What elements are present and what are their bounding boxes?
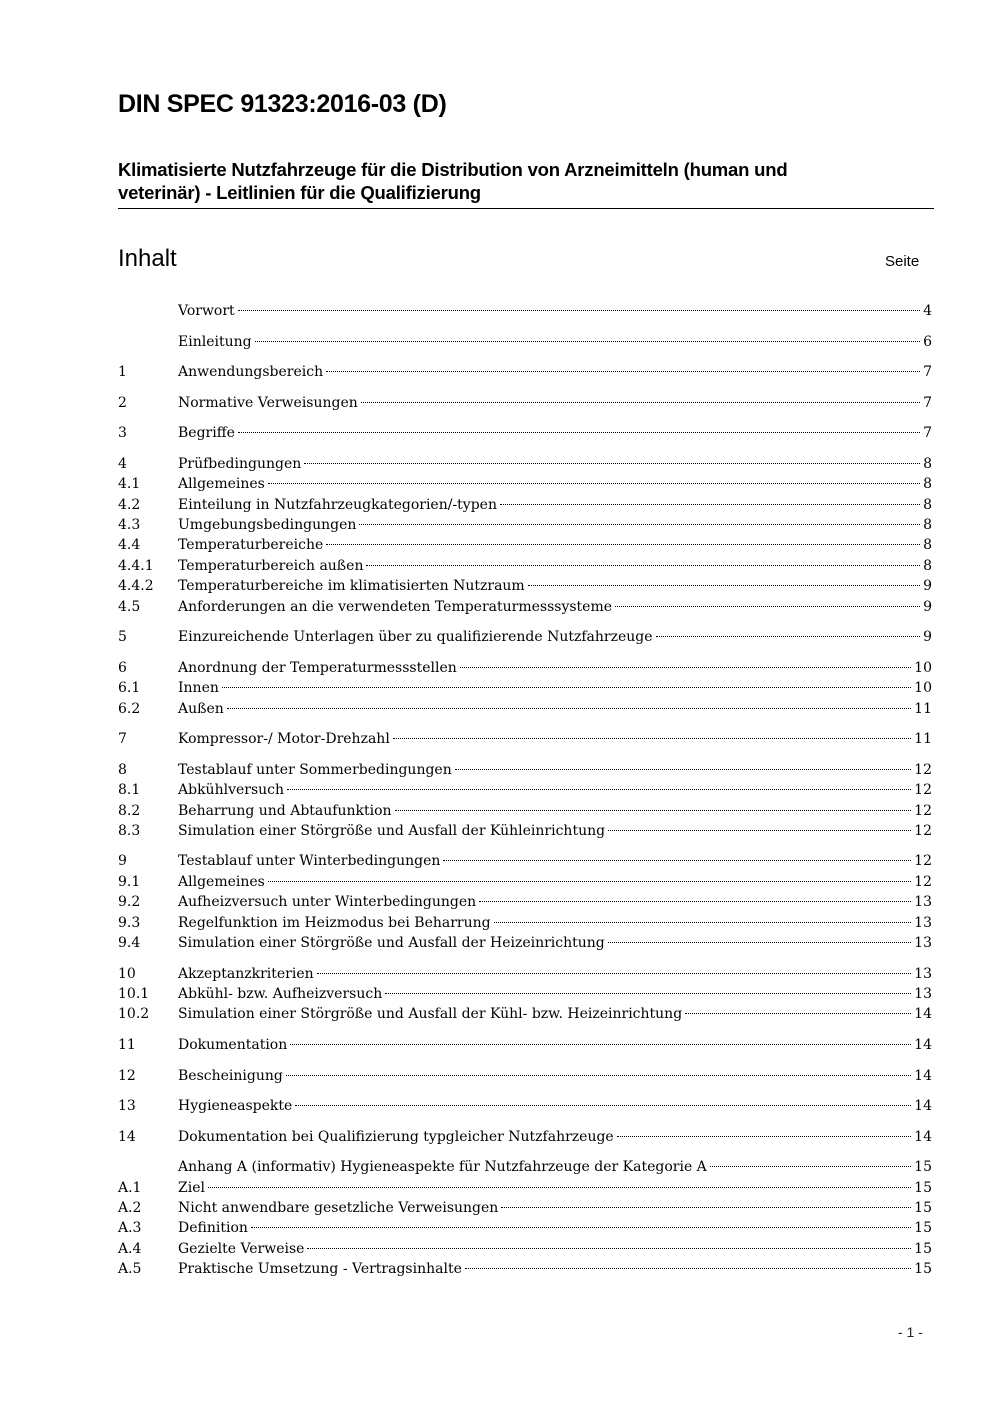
toc-entry-page: 14 [914,1067,932,1084]
toc-entry-number: 9 [118,853,127,870]
toc-entry-page: 8 [923,557,932,574]
toc-entry-page: 12 [914,822,932,839]
toc-entry-page: 9 [923,629,932,646]
toc-entry-title: Gezielte Verweise [178,1240,305,1257]
toc-entry-page: 6 [923,333,932,350]
toc-entry-page: 11 [914,731,932,748]
toc-entry-title: Nicht anwendbare gesetzliche Verweisungen [178,1200,499,1217]
toc-entry-page: 12 [914,853,932,870]
toc-entry-title: Prüfbedingungen [178,455,302,472]
toc-entry-number: 8.2 [118,802,141,819]
toc-dot-leader [268,483,920,484]
toc-entry-number: 4.2 [118,496,141,513]
toc-entry-number: 6.1 [118,680,141,697]
toc-entry-title: Einteilung in Nutzfahrzeugkategorien/-typen [178,496,497,513]
toc-entry[interactable] [118,1178,932,1198]
toc-dot-leader [255,341,921,342]
toc-entry-number: A.4 [118,1240,142,1257]
toc-entry-title: Einzureichende Unterlagen über zu qualifizierende Nutzfahrzeuge [178,629,653,646]
toc-dot-leader [326,371,920,372]
toc-entry-number: 12 [118,1067,136,1084]
toc-entry[interactable] [118,699,932,719]
toc-entry[interactable] [118,964,932,984]
toc-entry-title: Anwendungsbereich [178,364,324,381]
toc-entry-title: Dokumentation [178,1036,288,1053]
toc-entry-number: 7 [118,731,127,748]
toc-entry-number: 9.3 [118,914,141,931]
toc-entry[interactable] [118,1218,932,1238]
toc-entry-title: Temperaturbereich außen [178,557,364,574]
toc-entry[interactable] [118,1127,932,1147]
toc-entry-title: Praktische Umsetzung - Vertragsinhalte [178,1261,462,1278]
toc-dot-leader [290,1044,911,1045]
toc-entry-page: 7 [923,394,932,411]
toc-entry-page: 12 [914,761,932,778]
toc-heading: Inhalt [118,245,177,272]
toc-entry[interactable] [118,821,932,841]
toc-entry[interactable] [118,1157,932,1177]
toc-entry-title: Definition [178,1220,248,1237]
toc-entry-page: 15 [914,1179,932,1196]
toc-entry-page: 12 [914,802,932,819]
toc-entry-title: Simulation einer Störgröße und Ausfall der Heizeinrichtung [178,935,605,952]
toc-entry-title: Anhang A (informativ) Hygieneaspekte für Nutzfahrzeuge der Kategorie A [178,1159,707,1176]
toc-entry[interactable] [118,658,932,678]
toc-dot-leader [500,504,920,505]
toc-entry-title: Vorwort [178,303,235,319]
toc-entry-page: 15 [914,1240,932,1257]
toc-dot-leader [528,585,920,586]
toc-dot-leader [238,432,920,433]
toc-entry-number: 2 [118,394,127,411]
toc-entry[interactable] [118,495,932,515]
toc-entry-number: 11 [118,1036,136,1053]
toc-entry-title: Außen [178,700,224,717]
toc-entry-title: Simulation einer Störgröße und Ausfall der Kühleinrichtung [178,822,606,839]
toc-dot-leader [455,769,911,770]
toc-entry-page: 10 [914,680,932,697]
toc-entry-title: Beharrung und Abtaufunktion [178,802,392,819]
toc-entry-number: A.3 [118,1220,142,1237]
document-title-line-2: veterinär) - Leitlinien für die Qualifizierung [118,182,481,203]
toc-entry[interactable] [118,454,932,474]
toc-dot-leader [326,544,920,545]
toc-dot-leader [317,973,912,974]
toc-entry-page: 14 [914,1098,932,1115]
toc-dot-leader [479,901,911,902]
toc-dot-leader [268,881,911,882]
toc-entry-title: Innen [178,680,219,697]
toc-entry[interactable] [118,556,932,576]
toc-entry-number: 6.2 [118,700,141,717]
toc-entry-page: 14 [914,1036,932,1053]
toc-entry-page: 8 [923,537,932,554]
toc-entry-title: Dokumentation bei Qualifizierung typgleicher Nutzfahrzeuge [178,1128,614,1145]
toc-entry[interactable] [118,332,932,352]
toc-entry-number: 4.4.1 [118,557,154,574]
toc-entry-title: Anforderungen an die verwendeten Temperaturmesssysteme [178,598,613,615]
toc-entry[interactable] [118,474,932,494]
toc-entry-number: A.2 [118,1200,142,1217]
toc-entry[interactable] [118,1035,932,1055]
toc-entry-title: Aufheizversuch unter Winterbedingungen [178,894,477,911]
toc-dot-leader [361,402,920,403]
toc-dot-leader [393,738,911,739]
toc-entry-page: 14 [914,1006,932,1023]
toc-entry[interactable] [118,1066,932,1086]
toc-dot-leader [617,1136,911,1137]
toc-entry-page: 8 [923,517,932,534]
toc-entry-number: A.1 [118,1179,142,1196]
toc-dot-leader [385,993,911,994]
toc-dot-leader [501,1207,911,1208]
toc-entry-page: 11 [914,700,932,717]
toc-dot-leader [615,606,920,607]
toc-entry-number: 4.3 [118,517,141,534]
toc-entry-number: 10.2 [118,1006,150,1023]
toc-dot-leader [710,1166,911,1167]
toc-dot-leader [460,667,911,668]
toc-entry[interactable] [118,984,932,1004]
toc-entry[interactable] [118,362,932,382]
toc-entry-title: Abkühl- bzw. Aufheizversuch [178,986,383,1002]
toc-entry-title: Akzeptanzkriterien [178,965,314,982]
toc-entry-number: 8 [118,761,127,778]
toc-entry[interactable] [118,597,932,617]
document-id: DIN SPEC 91323:2016-03 (D) [118,90,447,118]
toc-entry-page: 13 [914,914,932,931]
toc-entry-page: 15 [914,1159,932,1176]
toc-entry-title: Hygieneaspekte [178,1098,293,1115]
toc-entry-page: 4 [923,303,932,319]
toc-entry-title: Testablauf unter Sommerbedingungen [178,761,452,778]
toc-dot-leader [465,1268,911,1269]
toc-entry-title: Umgebungsbedingungen [178,517,357,534]
toc-dot-leader [208,1187,911,1188]
toc-dot-leader [286,1075,911,1076]
toc-entry[interactable] [118,1259,932,1279]
toc-entry-number: 4.4.2 [118,578,154,595]
toc-dot-leader [287,789,911,790]
toc-dot-leader [656,636,921,637]
toc-entry-number: 4.5 [118,598,141,615]
toc-entry-number: 4.1 [118,476,141,493]
toc-dot-leader [366,565,920,566]
document-title [118,158,934,209]
toc-entry-title: Allgemeines [178,476,265,493]
toc-dot-leader [238,310,920,311]
toc-dot-leader [359,524,920,525]
toc-entry-title: Temperaturbereiche [178,537,324,554]
toc-entry-page: 15 [914,1261,932,1278]
toc-entry[interactable] [118,678,932,698]
toc-dot-leader [304,463,920,464]
toc-entry[interactable] [118,1239,932,1259]
toc-entry-page: 13 [914,986,932,1002]
toc-dot-leader [227,708,911,709]
toc-entry-page: 14 [914,1128,932,1145]
toc-dot-leader [608,830,911,831]
toc-entry[interactable] [118,892,932,912]
toc-entry-number: 5 [118,629,127,646]
toc-page-column-heading: Seite [885,253,920,270]
toc-entry-page: 15 [914,1220,932,1237]
toc-entry-number: 6 [118,659,127,676]
document-title-line-1: Klimatisierte Nutzfahrzeuge für die Distribution von Arzneimitteln (human und [118,159,788,180]
toc-entry-page: 13 [914,894,932,911]
toc-entry-title: Begriffe [178,425,235,442]
toc-entry[interactable] [118,851,932,871]
toc-dot-leader [395,810,912,811]
toc-entry-number: 14 [118,1128,136,1145]
toc-entry-page: 8 [923,496,932,513]
toc-dot-leader [685,1013,911,1014]
toc-entry[interactable] [118,1198,932,1218]
toc-entry[interactable] [118,760,932,780]
toc-entry-title: Temperaturbereiche im klimatisierten Nutzraum [178,578,525,595]
toc-entry[interactable] [118,627,932,647]
toc-entry-page: 8 [923,476,932,493]
toc-entry[interactable] [118,423,932,443]
toc-entry-page: 8 [923,455,932,472]
toc-entry-page: 10 [914,659,932,676]
toc-entry-title: Kompressor-/ Motor-Drehzahl [178,731,390,748]
toc-entry[interactable] [118,576,932,596]
toc-entry[interactable] [118,515,932,535]
toc-entry-title: Einleitung [178,333,252,350]
toc-entry[interactable] [118,393,932,413]
toc-dot-leader [251,1227,911,1228]
toc-dot-leader [608,942,911,943]
toc-entry-title: Testablauf unter Winterbedingungen [178,853,441,870]
toc-entry-number: 3 [118,425,127,442]
toc-dot-leader [494,922,912,923]
toc-entry-number: A.5 [118,1261,142,1278]
table-of-contents [118,301,932,1280]
toc-entry[interactable] [118,1096,932,1116]
toc-entry[interactable] [118,1004,932,1024]
toc-entry[interactable] [118,535,932,555]
toc-entry[interactable] [118,301,932,321]
toc-entry-title: Abkühlversuch [178,782,285,799]
toc-entry[interactable] [118,801,932,821]
toc-entry-page: 12 [914,782,932,799]
toc-entry-title: Ziel [178,1179,205,1196]
toc-entry-number: 1 [118,364,127,381]
toc-entry-number: 9.1 [118,873,141,890]
page-number: - 1 - [898,1324,923,1340]
toc-entry-number: 10 [118,965,136,982]
toc-entry-title: Bescheinigung [178,1067,283,1084]
toc-entry-number: 9.4 [118,935,141,952]
toc-entry-page: 9 [923,578,932,595]
toc-entry-title: Normative Verweisungen [178,394,358,411]
toc-dot-leader [307,1248,911,1249]
toc-entry[interactable] [118,872,932,892]
toc-dot-leader [222,687,911,688]
toc-entry-page: 7 [923,425,932,442]
toc-entry-page: 9 [923,598,932,615]
toc-entry-title: Simulation einer Störgröße und Ausfall der Kühl- bzw. Heizeinrichtung [178,1006,683,1023]
toc-entry-title: Anordnung der Temperaturmessstellen [178,659,457,676]
toc-entry-page: 13 [914,935,932,952]
toc-entry-number: 8.3 [118,822,141,839]
toc-entry-number: 9.2 [118,894,141,911]
toc-entry-page: 7 [923,364,932,381]
toc-entry-number: 4 [118,455,127,472]
toc-dot-leader [443,860,911,861]
toc-entry-number: 10.1 [118,986,150,1002]
toc-entry-number: 4.4 [118,537,141,554]
toc-entry[interactable] [118,933,932,953]
toc-entry-number: 8.1 [118,782,141,799]
toc-entry-number: 13 [118,1098,136,1115]
toc-entry-title: Regelfunktion im Heizmodus bei Beharrung [178,914,491,931]
toc-entry[interactable] [118,913,932,933]
toc-entry-page: 12 [914,873,932,890]
toc-entry[interactable] [118,780,932,800]
toc-dot-leader [295,1105,911,1106]
toc-entry-title: Allgemeines [178,873,265,890]
toc-entry[interactable] [118,729,932,749]
toc-entry-page: 13 [914,965,932,982]
toc-entry-page: 15 [914,1200,932,1217]
